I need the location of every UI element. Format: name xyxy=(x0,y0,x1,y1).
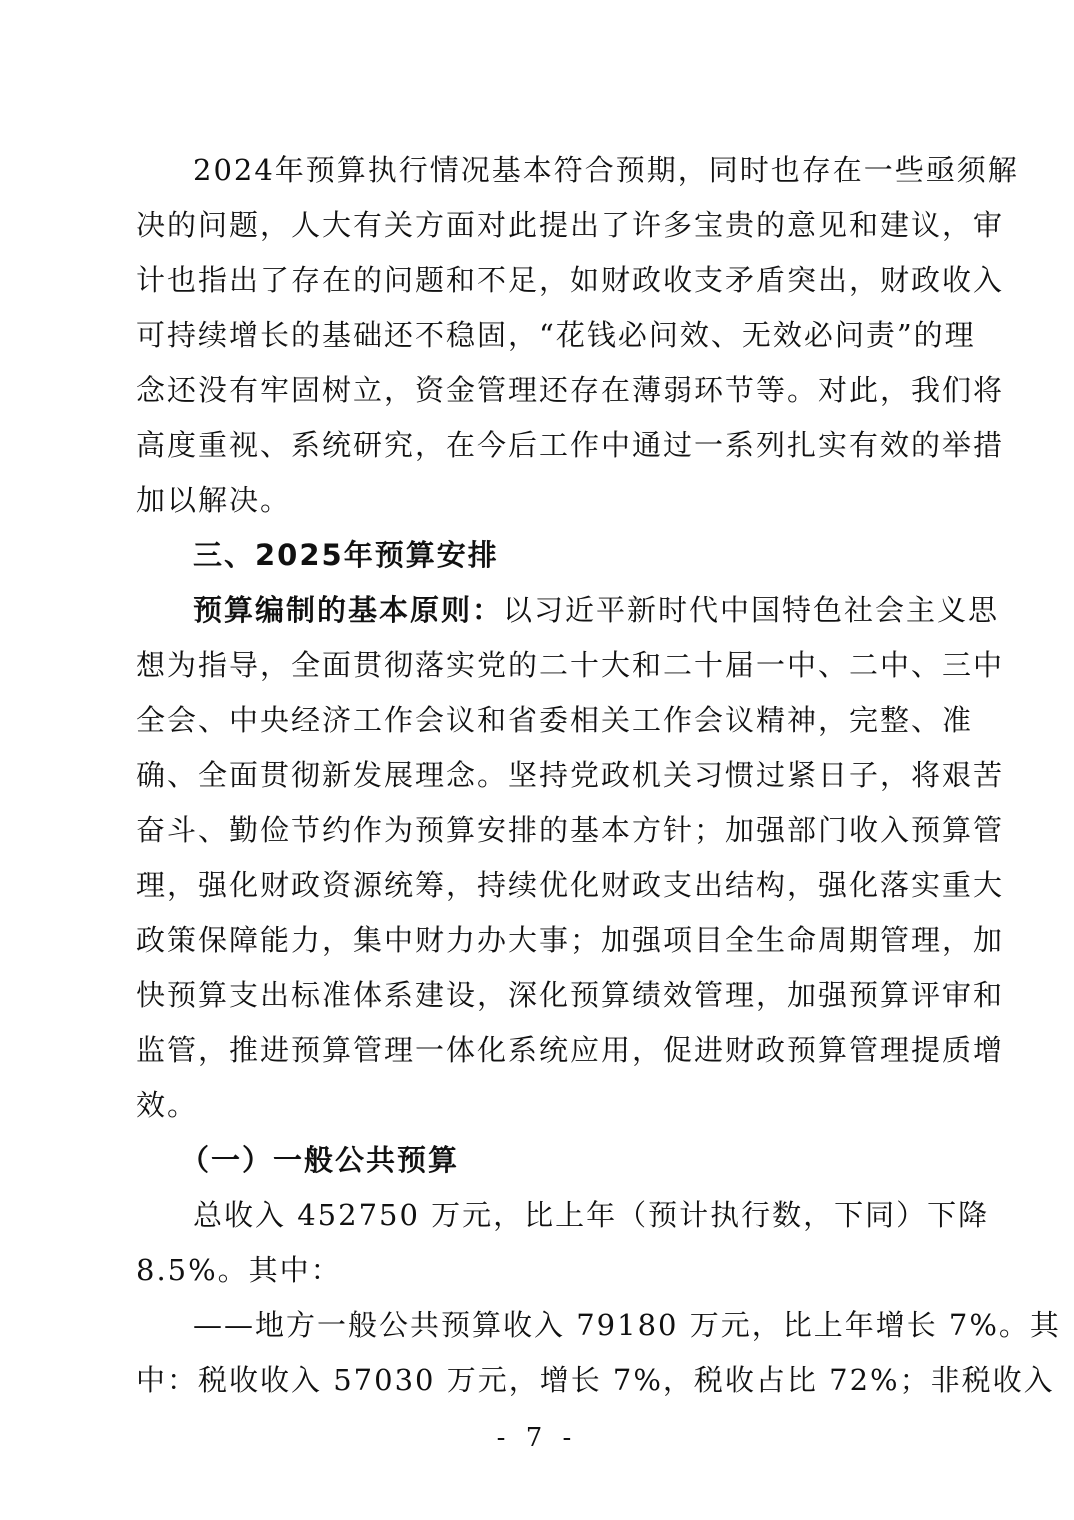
paragraph-line: 监管，推进预算管理一体化系统应用，促进财政预算管理提质增 xyxy=(136,1033,1005,1067)
paragraph-line: 理，强化财政资源统筹，持续优化财政支出结构，强化落实重大 xyxy=(136,868,1005,902)
section-heading: 三、2025年预算安排 xyxy=(193,538,499,572)
paragraph-line: 可持续增长的基础还不稳固，“花钱必问效、无效必问责”的理 xyxy=(136,318,976,352)
principles-lead: 预算编制的基本原则： xyxy=(193,593,504,627)
paragraph-line: 计也指出了存在的问题和不足，如财政收支矛盾突出，财政收入 xyxy=(136,263,1005,297)
paragraph-line: 2024年预算执行情况基本符合预期，同时也存在一些亟须解 xyxy=(193,153,1019,187)
paragraph-line: 8.5%。其中： xyxy=(136,1253,342,1287)
page-number: - 7 - xyxy=(496,1423,578,1453)
subsection-heading: （一）一般公共预算 xyxy=(180,1143,460,1177)
paragraph-line: 念还没有牢固树立，资金管理还存在薄弱环节等。对此，我们将 xyxy=(136,373,1005,407)
paragraph-line: 加以解决。 xyxy=(136,483,292,517)
paragraph-line: 效。 xyxy=(136,1088,199,1122)
paragraph-line: 确、全面贯彻新发展理念。坚持党政机关习惯过紧日子，将艰苦 xyxy=(136,758,1005,792)
principles-first-line-text: 以习近平新时代中国特色社会主义思 xyxy=(503,593,1000,627)
paragraph-line: 想为指导，全面贯彻落实党的二十大和二十届一中、二中、三中 xyxy=(136,648,1005,682)
paragraph-line: 快预算支出标准体系建设，深化预算绩效管理，加强预算评审和 xyxy=(136,978,1005,1012)
paragraph-line: 中：税收收入 57030 万元，增长 7%，税收占比 72%；非税收入 xyxy=(136,1363,1055,1397)
paragraph-line: 奋斗、勤俭节约作为预算安排的基本方针；加强部门收入预算管 xyxy=(136,813,1005,847)
paragraph-line: 总收入 452750 万元，比上年（预计执行数，下同）下降 xyxy=(193,1198,990,1232)
paragraph-line: ——地方一般公共预算收入 79180 万元，比上年增长 7%。其 xyxy=(193,1308,1061,1342)
paragraph-line: 高度重视、系统研究，在今后工作中通过一系列扎实有效的举措 xyxy=(136,428,1005,462)
paragraph-line: 决的问题，人大有关方面对此提出了许多宝贵的意见和建议，审 xyxy=(136,208,1005,242)
principles-first-line xyxy=(193,590,1013,630)
paragraph-line: 政策保障能力，集中财力办大事；加强项目全生命周期管理，加 xyxy=(136,923,1005,957)
paragraph-line: 全会、中央经济工作会议和省委相关工作会议精神，完整、准 xyxy=(136,703,974,737)
